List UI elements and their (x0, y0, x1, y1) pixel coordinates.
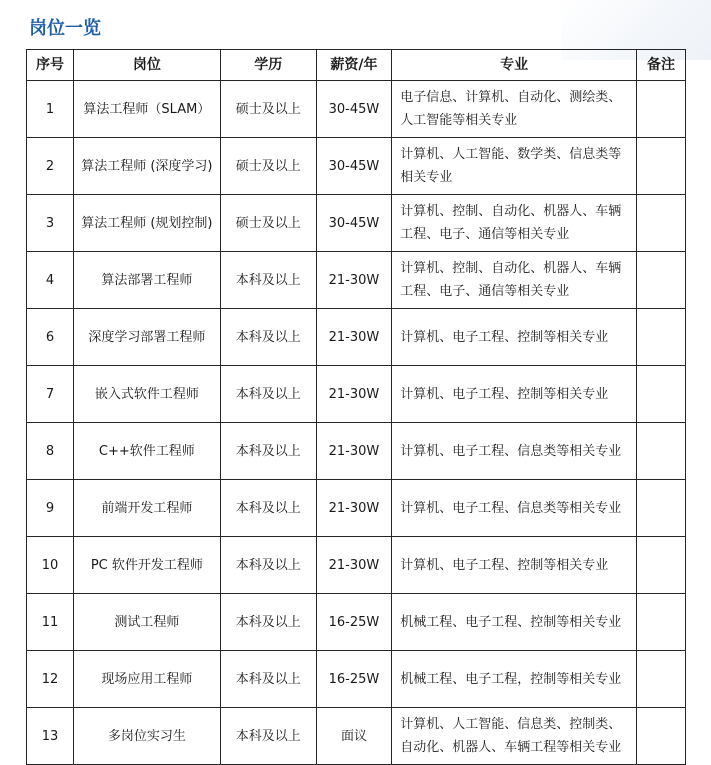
cell-education: 硕士及以上 (220, 138, 316, 195)
cell-salary: 21-30W (316, 480, 391, 537)
cell-no: 8 (27, 423, 74, 480)
cell-education: 本科及以上 (220, 423, 316, 480)
cell-salary: 21-30W (316, 537, 391, 594)
cell-position: 算法工程师 (规划控制) (73, 195, 220, 252)
cell-position: 算法工程师 (深度学习) (73, 138, 220, 195)
cell-no: 9 (27, 480, 74, 537)
cell-major: 计算机、电子工程、控制等相关专业 (392, 366, 637, 423)
cell-major: 计算机、电子工程、控制等相关专业 (392, 309, 637, 366)
cell-major: 电子信息、计算机、自动化、测绘类、人工智能等相关专业 (392, 81, 637, 138)
table-row (27, 309, 686, 366)
table-row (27, 138, 686, 195)
cell-education: 硕士及以上 (220, 81, 316, 138)
cell-salary: 21-30W (316, 309, 391, 366)
cell-education: 本科及以上 (220, 252, 316, 309)
header-note: 备注 (637, 50, 686, 81)
cell-salary: 21-30W (316, 423, 391, 480)
header-salary: 薪资/年 (316, 50, 391, 81)
cell-note (637, 195, 686, 252)
table-row (27, 81, 686, 138)
cell-position: 嵌入式软件工程师 (73, 366, 220, 423)
cell-no: 10 (27, 537, 74, 594)
cell-note (637, 594, 686, 651)
cell-salary: 16-25W (316, 594, 391, 651)
cell-note (637, 480, 686, 537)
header-no: 序号 (27, 50, 74, 81)
cell-note (637, 309, 686, 366)
cell-salary: 16-25W (316, 651, 391, 708)
table-row (27, 708, 686, 765)
cell-education: 硕士及以上 (220, 195, 316, 252)
cell-no: 6 (27, 309, 74, 366)
cell-major: 计算机、人工智能、数学类、信息类等相关专业 (392, 138, 637, 195)
cell-position: 算法工程师（SLAM） (73, 81, 220, 138)
cell-position: 前端开发工程师 (73, 480, 220, 537)
cell-salary: 30-45W (316, 195, 391, 252)
table-row (27, 594, 686, 651)
cell-no: 1 (27, 81, 74, 138)
table-header-row (27, 50, 686, 81)
cell-major: 机械工程、电子工程，控制等相关专业 (392, 651, 637, 708)
cell-education: 本科及以上 (220, 309, 316, 366)
cell-no: 12 (27, 651, 74, 708)
header-education: 学历 (220, 50, 316, 81)
cell-salary: 30-45W (316, 81, 391, 138)
cell-note (637, 138, 686, 195)
cell-note (637, 81, 686, 138)
table-row (27, 537, 686, 594)
cell-education: 本科及以上 (220, 480, 316, 537)
cell-note (637, 252, 686, 309)
cell-note (637, 651, 686, 708)
cell-education: 本科及以上 (220, 537, 316, 594)
cell-salary: 21-30W (316, 366, 391, 423)
cell-note (637, 537, 686, 594)
cell-position: 多岗位实习生 (73, 708, 220, 765)
cell-major: 计算机、控制、自动化、机器人、车辆工程、电子、通信等相关专业 (392, 252, 637, 309)
cell-position: C++软件工程师 (73, 423, 220, 480)
cell-position: 深度学习部署工程师 (73, 309, 220, 366)
cell-education: 本科及以上 (220, 651, 316, 708)
table-row (27, 366, 686, 423)
page-title: 岗位一览 (29, 18, 101, 39)
cell-salary: 面议 (316, 708, 391, 765)
cell-no: 13 (27, 708, 74, 765)
cell-major: 计算机、电子工程、信息类等相关专业 (392, 480, 637, 537)
cell-salary: 21-30W (316, 252, 391, 309)
cell-education: 本科及以上 (220, 594, 316, 651)
cell-major: 计算机、电子工程、信息类等相关专业 (392, 423, 637, 480)
cell-note (637, 423, 686, 480)
cell-major: 计算机、控制、自动化、机器人、车辆工程、电子、通信等相关专业 (392, 195, 637, 252)
cell-education: 本科及以上 (220, 708, 316, 765)
table-row (27, 195, 686, 252)
table-row (27, 651, 686, 708)
cell-position: 现场应用工程师 (73, 651, 220, 708)
cell-education: 本科及以上 (220, 366, 316, 423)
cell-no: 3 (27, 195, 74, 252)
cell-no: 2 (27, 138, 74, 195)
cell-no: 7 (27, 366, 74, 423)
cell-position: 测试工程师 (73, 594, 220, 651)
cell-position: 算法部署工程师 (73, 252, 220, 309)
table-row (27, 480, 686, 537)
cell-note (637, 366, 686, 423)
table-row (27, 423, 686, 480)
cell-note (637, 708, 686, 765)
header-position: 岗位 (73, 50, 220, 81)
cell-position: PC 软件开发工程师 (73, 537, 220, 594)
cell-major: 计算机、人工智能、信息类、控制类、自动化、机器人、车辆工程等相关专业 (392, 708, 637, 765)
cell-no: 4 (27, 252, 74, 309)
cell-major: 计算机、电子工程、控制等相关专业 (392, 537, 637, 594)
cell-salary: 30-45W (316, 138, 391, 195)
cell-no: 11 (27, 594, 74, 651)
table-row (27, 252, 686, 309)
cell-major: 机械工程、电子工程、控制等相关专业 (392, 594, 637, 651)
header-major: 专业 (392, 50, 637, 81)
job-table (26, 49, 686, 765)
